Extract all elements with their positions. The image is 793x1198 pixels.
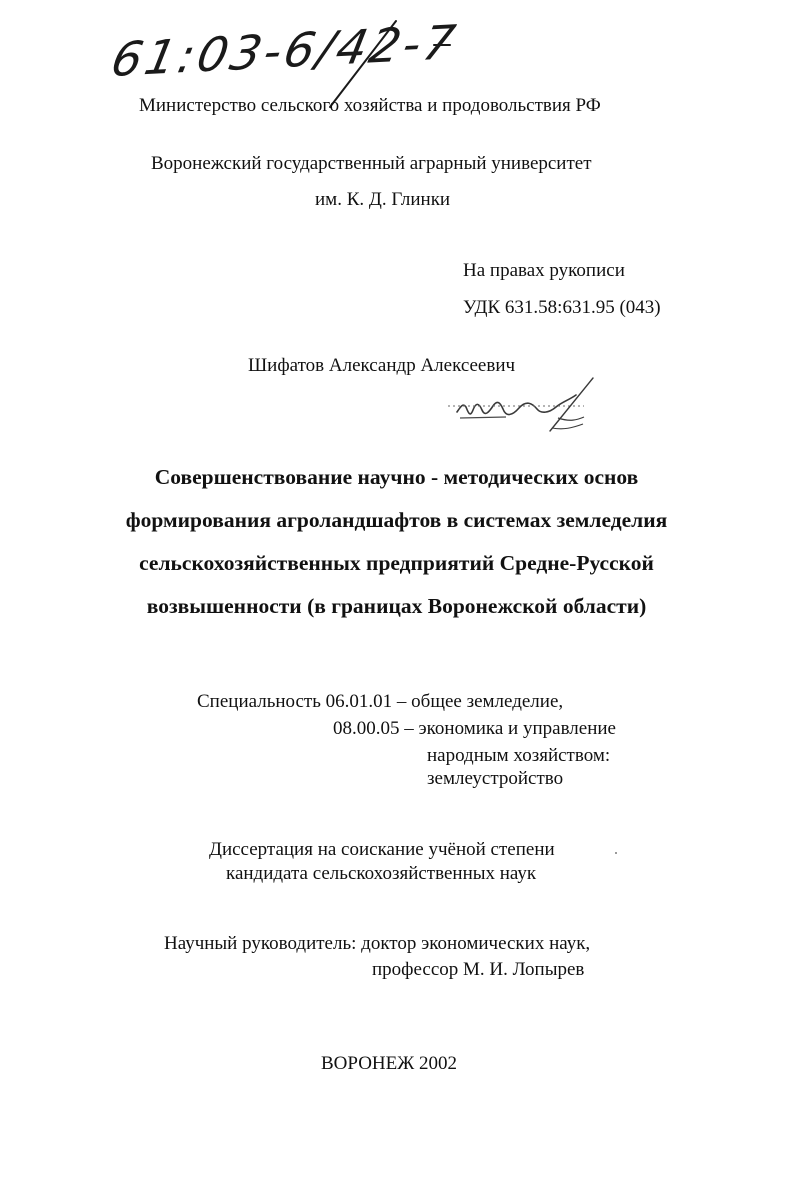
dissertation-title xyxy=(70,456,723,628)
specialty-line: народным хозяйством: xyxy=(427,745,611,766)
university-name: Воронежский государственный аграрный университет xyxy=(151,153,592,174)
title-line: Совершенствование научно - методических основ xyxy=(154,465,639,489)
author-signature-icon xyxy=(448,372,594,442)
handwritten-slash-mark xyxy=(104,13,514,108)
advisor-line: Научный руководитель: доктор экономических наук, xyxy=(164,933,591,954)
handwritten-archive-code xyxy=(104,13,514,108)
udc-code: УДК 631.58:631.95 (043) xyxy=(463,297,661,318)
ministry-line: Министерство сельского хозяйства и продовольствия РФ xyxy=(139,95,601,116)
handwritten-code-text: 61:03-6/42-7 xyxy=(106,15,463,88)
degree-line: Диссертация на соискание учёной степени xyxy=(209,839,555,860)
university-name-suffix: им. К. Д. Глинки xyxy=(315,189,451,210)
author-name: Шифатов Александр Алексеевич xyxy=(248,355,516,376)
specialty-line: землеустройство xyxy=(427,768,564,789)
scan-dot xyxy=(615,852,617,854)
city-year: ВОРОНЕЖ 2002 xyxy=(321,1053,458,1074)
advisor-line: профессор М. И. Лопырев xyxy=(372,959,585,980)
specialty-line: Специальность 06.01.01 – общее земледелие, xyxy=(197,691,564,712)
degree-line: кандидата сельскохозяйственных наук xyxy=(226,863,537,884)
title-line: формирования агроландшафтов в системах земледелия xyxy=(125,508,668,532)
manuscript-rights: На правах рукописи xyxy=(463,260,625,281)
title-line: сельскохозяйственных предприятий Средне-Русской xyxy=(139,551,654,575)
specialty-line: 08.00.05 – экономика и управление xyxy=(333,718,616,739)
title-line: возвышенности (в границах Воронежской области) xyxy=(146,594,647,618)
